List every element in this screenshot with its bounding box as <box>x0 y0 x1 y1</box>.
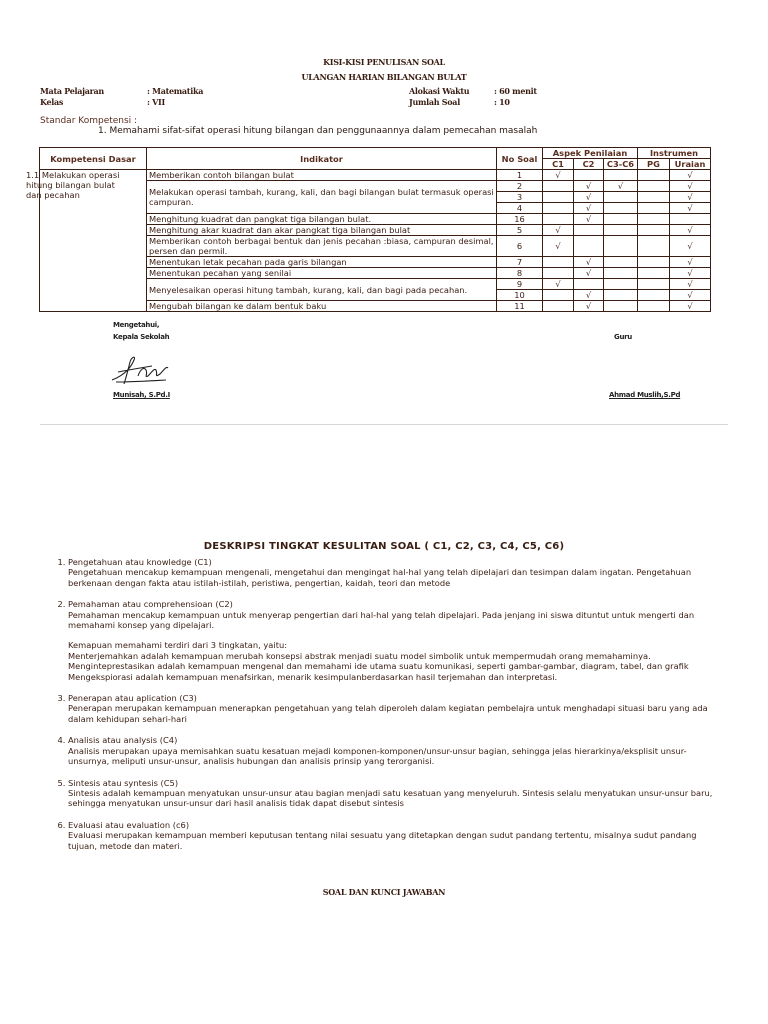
indikator-cell: Menghitung akar kuadrat dan akar pangkat tiga bilangan bulat <box>147 225 497 236</box>
item-body: Penerapan merupakan kemampuan menerapkan pengetahuan yang telah diperoleh dalam kegiatan pembelajra untuk menghadapi situasi baru yang ada dalam kehidupan sehari-hari <box>68 703 708 724</box>
jumlah-value: : 10 <box>494 97 510 107</box>
alokasi-label: Alokasi Waktu <box>409 86 470 96</box>
no-soal-cell: 5 <box>497 225 543 236</box>
list-item <box>68 693 714 724</box>
header-uraian: Uraian <box>670 159 711 170</box>
header-c1: C1 <box>543 159 574 170</box>
page-divider <box>40 424 728 425</box>
check-c2: √ <box>574 203 604 214</box>
item-heading: 2. Pemahaman atau comprehensioan (C2) <box>68 599 233 610</box>
check-uraian: √ <box>670 257 711 268</box>
no-soal-cell: 4 <box>497 203 543 214</box>
header-instrumen: Instrumen <box>638 148 711 159</box>
mapel-value: : Matematika <box>147 86 204 96</box>
check-uraian: √ <box>670 301 711 312</box>
no-soal-cell: 3 <box>497 192 543 203</box>
no-soal-cell: 1 <box>497 170 543 181</box>
check-c2: √ <box>574 181 604 192</box>
item-heading: 1. Pengetahuan atau knowledge (C1) <box>68 557 212 567</box>
list-item <box>68 599 714 682</box>
indikator-cell: Memberikan contoh berbagai bentuk dan jenis pecahan :biasa, campuran desimal, persen dan permil. <box>147 236 497 257</box>
item-body: Evaluasi merupakan kemampuan memberi keputusan tentang nilai sesuatu yang ditetapkan dengan sudut pandang tertentu, misalnya sudut pandang tujuan, metode dan materi. <box>68 830 697 851</box>
mengetahui-label: Mengetahui, <box>113 321 160 329</box>
no-soal-cell: 7 <box>497 257 543 268</box>
standar-label: Standar Kompetensi : <box>40 116 138 126</box>
header-pg: PG <box>638 159 670 170</box>
check-c1: √ <box>543 279 574 290</box>
no-soal-cell: 16 <box>497 214 543 225</box>
kisi-table <box>26 147 711 312</box>
standar-item: 1. Memahami sifat-sifat operasi hitung bilangan dan penggunaannya dalam pemecahan masalah <box>98 126 538 136</box>
check-c3c6: √ <box>604 181 638 192</box>
check-c2: √ <box>574 268 604 279</box>
check-c2: √ <box>574 301 604 312</box>
check-uraian: √ <box>670 181 711 192</box>
check-uraian: √ <box>670 268 711 279</box>
kepala-sekolah-name: Munisah, S.Pd.I <box>113 391 170 399</box>
indikator-cell: Menghitung kuadrat dan pangkat tiga bilangan bulat. <box>147 214 497 225</box>
kepala-sekolah-label: Kepala Sekolah <box>113 333 170 341</box>
check-c1: √ <box>543 236 574 257</box>
soal-title: SOAL DAN KUNCI JAWABAN <box>322 887 446 897</box>
item-body: Sintesis adalah kemampuan menyatukan unsur-unsur atau bagian menjadi satu kesatuan yang menyeluruh. Sintesis selalu menyatukan unsur-unsur baru, sehingga menyatukan unsur-unsur dari hasil analisis tidak dapat disebut sintesis <box>68 787 713 809</box>
deskripsi-list <box>54 557 714 862</box>
kd-cell <box>26 170 147 312</box>
check-c2: √ <box>574 214 604 225</box>
indikator-cell: Menentukan pecahan yang senilai <box>147 268 497 279</box>
table-row <box>40 170 711 181</box>
kelas-value: : VII <box>147 97 165 107</box>
list-item <box>68 557 714 588</box>
deskripsi-title: DESKRIPSI TINGKAT KESULITAN SOAL ( C1, C2, C3, C4, C5, C6) <box>203 541 565 552</box>
check-c1: √ <box>543 170 574 181</box>
item-extra: Menterjemahkan adalah kemampuan merubah konsepsi abstrak menjadi suatu model simbolik untuk mempermudah orang memahaminya. <box>68 650 651 661</box>
check-c2: √ <box>574 257 604 268</box>
check-uraian: √ <box>670 279 711 290</box>
header-aspek: Aspek Penilaian <box>543 148 638 159</box>
guru-name: Ahmad Muslih,S.Pd <box>609 391 681 399</box>
document-subtitle: ULANGAN HARIAN BILANGAN BULAT <box>301 72 467 82</box>
list-item <box>68 820 714 851</box>
guru-label: Guru <box>614 333 632 341</box>
item-body: Pemahaman mencakup kemampuan untuk menyerap pengertian dari hal-hal yang telah dipelajari. Pada jenjang ini siswa dituntut untuk mengerti dan memahami konsep yang dipelajari. <box>68 609 695 631</box>
table-header-row <box>40 148 711 159</box>
item-heading: 3. Penerapan atau aplication (C3) <box>68 693 197 704</box>
no-soal-cell: 2 <box>497 181 543 192</box>
indikator-cell: Menentukan letak pecahan pada garis bilangan <box>147 257 497 268</box>
header-c2: C2 <box>574 159 604 170</box>
kd-text: 1.1 Melakukan operasi hitung bilangan bulat dan pecahan <box>26 170 120 200</box>
item-heading: 5. Sintesis atau syntesis (C5) <box>68 777 179 788</box>
check-uraian: √ <box>670 225 711 236</box>
item-extra: Menginteprestasikan adalah kemampuan mengenal dan memahami ide utama suatu komunikasi, seperti gambar-gambar, diagram, tabel, dan grafik <box>68 661 689 672</box>
document-title: KISI-KISI PENULISAN SOAL <box>323 57 445 67</box>
check-uraian: √ <box>670 203 711 214</box>
header-kd: Kompetensi Dasar <box>40 148 147 170</box>
header-no-soal: No Soal <box>497 148 543 170</box>
check-uraian: √ <box>670 290 711 301</box>
no-soal-cell: 8 <box>497 268 543 279</box>
check-uraian: √ <box>670 170 711 181</box>
check-c2: √ <box>574 290 604 301</box>
jumlah-label: Jumlah Soal <box>409 97 460 107</box>
mapel-label: Mata Pelajaran <box>40 86 104 96</box>
check-uraian: √ <box>670 192 711 203</box>
indikator-cell: Menyelesaikan operasi hitung tambah, kurang, kali, dan bagi pada pecahan. <box>147 279 497 301</box>
signature-image <box>108 352 172 388</box>
header-indikator: Indikator <box>147 148 497 170</box>
list-item <box>68 735 714 766</box>
check-c1: √ <box>543 225 574 236</box>
check-c2: √ <box>574 192 604 203</box>
item-extra-intro: Kemapuan memahami terdiri dari 3 tingkatan, yaitu: <box>68 640 287 651</box>
alokasi-value: : 60 menit <box>494 86 537 96</box>
no-soal-cell: 11 <box>497 301 543 312</box>
no-soal-cell: 10 <box>497 290 543 301</box>
no-soal-cell: 9 <box>497 279 543 290</box>
check-uraian: √ <box>670 236 711 257</box>
item-heading: 6. Evaluasi atau evaluation (c6) <box>68 819 190 830</box>
indikator-cell: Mengubah bilangan ke dalam bentuk baku <box>147 301 497 312</box>
kelas-label: Kelas <box>40 97 64 107</box>
item-extra: Mengekspiorasi adalah kemampuan menafsirkan, menarik kesimpulanberdasarkan hasil terjemahan dan interpretasi. <box>68 671 558 682</box>
item-body: Analisis merupakan upaya memisahkan suatu kesatuan mejadi komponen-komponen/unsur-unsur bagian, sehingga jelas hierarkinya/eksplisit unsur-unsurnya, meliputi unsur-unsur, analisis hubungan dan analisis prinsip yang terorganisi. <box>68 745 687 767</box>
indikator-cell: Melakukan operasi tambah, kurang, kali, dan bagi bilangan bulat termasuk operasi campuran. <box>147 181 497 214</box>
list-item <box>68 778 714 809</box>
item-body: Pengetahuan mencakup kemampuan mengenali, mengetahui dan mengingat hal-hal yang telah dipelajari dan tesimpan dalam ingatan. Pengetahuan berkenaan dengan fakta atau istilah-istilah, peristiwa, pengertian, kaidah, teori dan metode <box>68 567 692 588</box>
indikator-cell: Memberikan contoh bilangan bulat <box>147 170 497 181</box>
no-soal-cell: 6 <box>497 236 543 257</box>
header-c3c6: C3-C6 <box>604 159 638 170</box>
item-heading: 4. Analisis atau analysis (C4) <box>68 735 178 746</box>
